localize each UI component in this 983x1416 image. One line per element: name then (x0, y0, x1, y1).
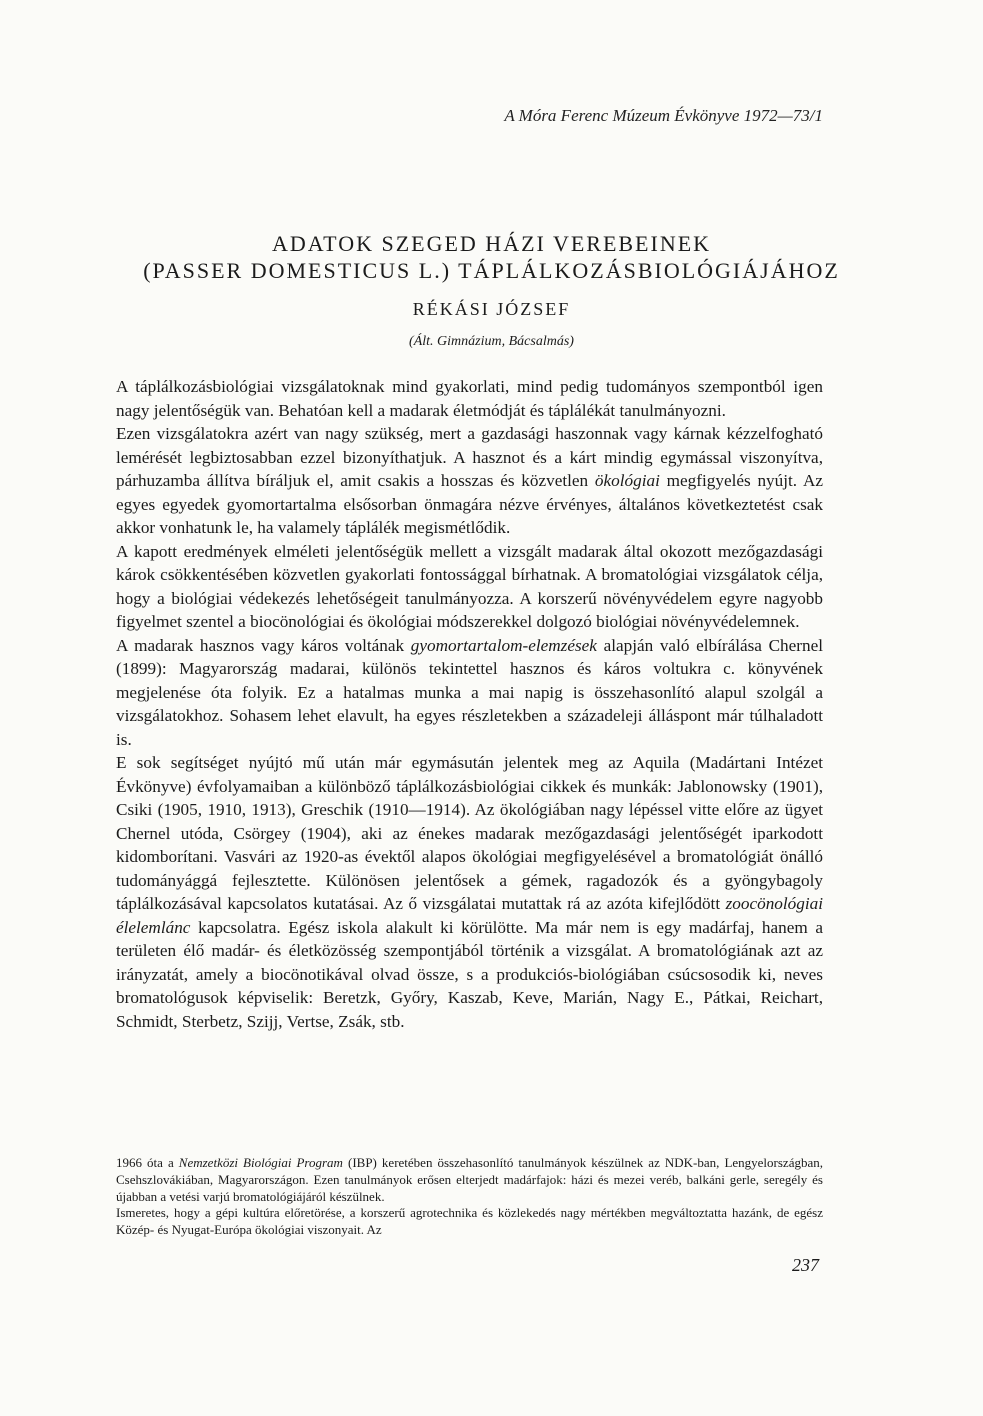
title-line-1: ADATOK SZEGED HÁZI VEREBEINEK (271, 231, 712, 256)
author-affiliation: (Ált. Gimnázium, Bácsalmás) (409, 334, 574, 349)
emphasis: gyomortartalom-elemzések (410, 635, 597, 655)
body-text (116, 375, 823, 1033)
running-header: A Móra Ferenc Múzeum Évkönyve 1972—73/1 (504, 106, 823, 125)
paragraph-5: E sok segítséget nyújtó mű után már egymásután jelentek meg az Aquila (Madártani Intézet Évkönyve) évfolyamaiban a különböző táplálkozásbiológiai cikkek és munkák: Jablonowsky (1901), Csiki (1905, 1910, 1913), Greschik (1910—1914). Az ökológiában nagy lépéssel vitte előre az ügyet Chernel utóda, Csörgey (1904), aki az énekes madarak mezőgazdasági jelentőségét iparkodott kidomborítani. Vasvári az 1920-as évektől alapos ökológiai megfigyelésével a bromatológiát önálló tudományággá fejlesztette. Különösen jelentősek a gémek, ragadozók és a gyöngybagoly táplálkozásával kapcsolatos kutatásai. Az ő vizsgálatai mutattak rá az azóta kifejlődött zoocönológiai élelemlánc kapcsolatra. Egész iskola alakult ki körülötte. Ma már nem is egy madárfaj, hanem a területen élő madár- és életközösség szempontjából történik a vizsgálat. A bromatológiának azt az irányzatát, amely a biocönotikával olvad össze, s a produkciós-biológiában csúcsosodik ki, neves bromatológusok képviselik: Beretzk, Győry, Kaszab, Keve, Marián, Nagy E., Pátkai, Reichart, Schmidt, Sterbetz, Szijj, Vertse, Zsák, stb. (116, 753, 823, 1031)
paragraph-1: A táplálkozásbiológiai vizsgálatoknak mind gyakorlati, mind pedig tudományos szempontból igen nagy jelentőségük van. Behatóan kell a madarak életmódját és táplálékát tanulmányozni. (116, 377, 823, 420)
small-print-notes (116, 1155, 823, 1239)
article-title (0, 230, 983, 284)
paragraph-4: A madarak hasznos vagy káros voltának gyomortartalom-elemzések alapján való elbírálása Chernel (1899): Magyarország madarai, különös tekintettel hasznos és káros voltukra c. könyvének megjelenése óta folyik. Ez a hatalmas munka a mai napig is összehasonlító alapul szolgál a vizsgálatokhoz. Sohasem lehet elavult, ha egyes részletekben a századeleji álláspont már túlhaladott is. (116, 635, 823, 749)
emphasis: Nemzetközi Biológiai Program (178, 1155, 343, 1170)
author-name: RÉKÁSI JÓZSEF (412, 299, 571, 319)
page-number: 237 (792, 1255, 819, 1275)
title-line-2: (PASSER DOMESTICUS L.) TÁPLÁLKOZÁSBIOLÓGIÁJÁHOZ (143, 258, 840, 283)
paragraph-3: A kapott eredmények elméleti jelentőségük mellett a vizsgált madarak által okozott mezőgazdasági károk csökkentésében közvetlen gyakorlati fontossággal bírhatnak. A bromatológiai vizsgálatok célja, hogy a biológiai védekezés lehetőségeit tanulmányozza. A korszerű növényvédelem egyre nagyobb figyelmet szentel a biocönológiai és ökológiai módszerekkel dolgozó biológiai növényvédelemnek. (116, 541, 823, 631)
emphasis: ökológiai (594, 471, 660, 490)
note-2: Ismeretes, hogy a gépi kultúra előretörése, a korszerű agrotechnika és közlekedés nagy mértékben megváltoztatta hazánk, de egész Közép- és Nyugat-Európa ökológiai viszonyait. Az (116, 1205, 823, 1238)
note-1: 1966 óta a Nemzetközi Biológiai Program (IBP) keretében összehasonlító tanulmányok készülnek az NDK-ban, Lengyelországban, Csehszlovákiában, Magyarországon. Ezen tanulmányok erősen elterjedt madárfajok: házi és mezei veréb, balkáni gerle, seregély és újabban a vetési varjú bromatológiájáról készülnek. (116, 1155, 823, 1204)
emphasis: zoocönológiai élelemlánc (116, 894, 823, 937)
paragraph-2: Ezen vizsgálatokra azért van nagy szükség, mert a gazdasági haszonnak vagy kárnak kézzelfogható lemérését legbiztosabban ezzel bizonyíthatjuk. A hasznot és a kárt mindig egymással viszonyítva, párhuzamba állítva bíráljuk el, amit csakis a hosszas és közvetlen ökológiai megfigyelés nyújt. Az egyes egyedek gyomortartalma elsősorban önmagára nézve érvényes, általános következtetést csak akkor vonhatunk le, ha valamely táplálék megismétlődik. (116, 424, 823, 537)
